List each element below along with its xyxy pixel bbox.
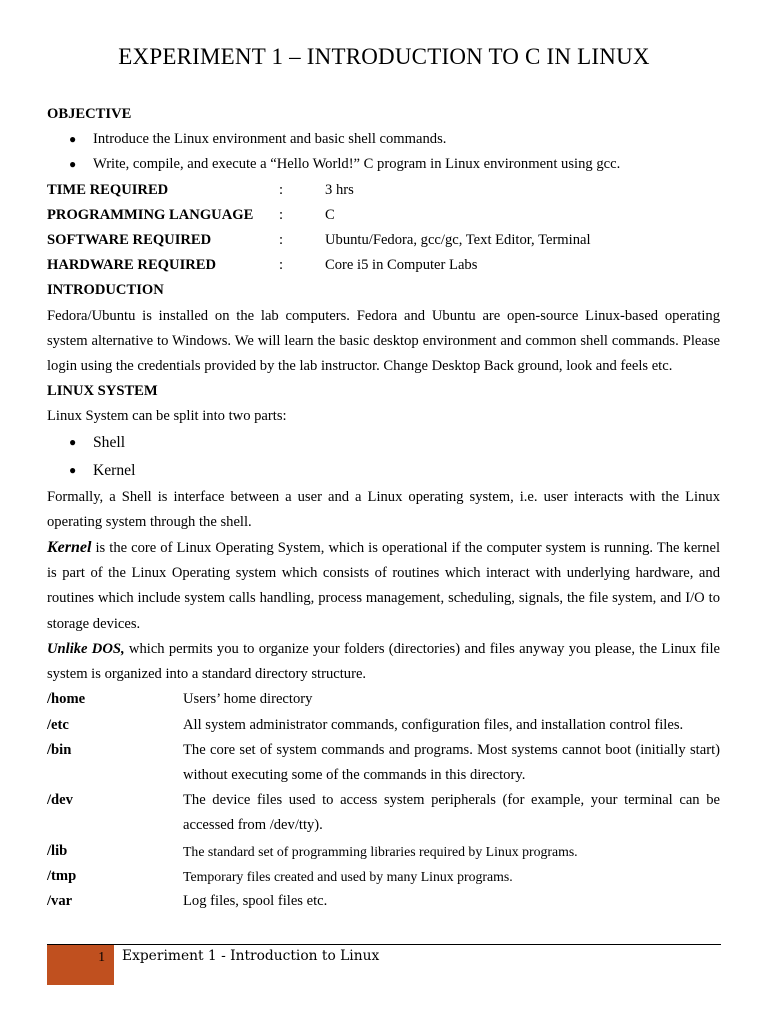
bullet-icon: ● (69, 463, 77, 478)
objective-bullet-text: Introduce the Linux environment and basic shell commands. (93, 131, 447, 148)
kernel-paragraph (47, 535, 720, 637)
directory-desc: Log files, spool files etc. (183, 892, 328, 909)
bullet-icon: ● (69, 157, 77, 172)
bullet-icon: ● (69, 132, 77, 147)
requirement-row (47, 253, 720, 278)
linux-system-intro: Linux System can be split into two parts: (47, 408, 287, 425)
requirement-row (47, 178, 720, 203)
shell-paragraph: Formally, a Shell is interface between a user and a Linux operating system, i.e. user interacts with the Linux operating system through the shell. (47, 488, 720, 530)
footer-title: Experiment 1 - Introduction to Linux (122, 948, 380, 964)
requirement-sep: : (279, 181, 284, 198)
requirement-row (47, 228, 720, 253)
requirement-sep: : (279, 257, 284, 274)
directory-row (47, 687, 720, 712)
directory-row (47, 839, 720, 864)
requirement-key: TIME REQUIRED (47, 181, 169, 198)
objective-bullet-text: Write, compile, and execute a “Hello World!” C program in Linux environment using gcc. (93, 156, 621, 173)
linux-system-heading: LINUX SYSTEM (47, 383, 158, 400)
linux-part-text: Shell (93, 434, 126, 452)
requirement-sep: : (279, 231, 284, 248)
requirement-value: Ubuntu/Fedora, gcc/gc, Text Editor, Terminal (325, 231, 591, 248)
directory-desc: The core set of system commands and programs. Most systems cannot boot (initially start) without executing some of the commands in this directory. (183, 741, 720, 783)
objective-bullet (47, 127, 720, 152)
kernel-lead: Kernel (47, 539, 92, 557)
directory-name: /home (47, 691, 86, 708)
directory-row (47, 713, 720, 738)
linux-part-bullet (47, 457, 720, 485)
page-title: EXPERIMENT 1 – INTRODUCTION TO C IN LINUX (118, 44, 650, 69)
directory-name: /lib (47, 842, 68, 859)
introduction-heading: INTRODUCTION (47, 282, 164, 299)
requirement-key: SOFTWARE REQUIRED (47, 231, 212, 248)
introduction-paragraph: Fedora/Ubuntu is installed on the lab computers. Fedora and Ubuntu are open-source Linux-based operating system alternative to Windows. We will learn the basic desktop environment and common shell commands. Please login using the credentials provided by the lab instructor. Change Desktop Back ground, look and feels etc. (47, 307, 720, 374)
directory-row (47, 788, 720, 838)
directory-name: /dev (47, 792, 73, 809)
bullet-icon: ● (69, 435, 77, 450)
requirement-value: C (325, 206, 335, 223)
directory-row (47, 889, 720, 914)
requirement-value: Core i5 in Computer Labs (325, 257, 478, 274)
objective-bullet (47, 152, 720, 177)
directory-row (47, 738, 720, 788)
requirement-sep: : (279, 206, 284, 223)
dos-lead: Unlike DOS, (47, 640, 125, 657)
objective-heading: OBJECTIVE (47, 106, 132, 122)
directory-desc: Temporary files created and used by many Linux programs. (183, 868, 513, 884)
document-body (47, 102, 720, 914)
directory-name: /etc (47, 716, 69, 733)
directory-desc: All system administrator commands, configuration files, and installation control files. (183, 716, 684, 733)
directory-name: /bin (47, 741, 72, 758)
dos-text: which permits you to organize your folders (directories) and files anyway you please, the Linux file system is organized into a standard directory structure. (47, 640, 720, 683)
kernel-text: is the core of Linux Operating System, which is operational if the computer system is running. The kernel is part of the Linux Operating system which consists of routines which interact with underlying hardware, and routines which include system calls handling, process management, scheduling, signals, the file system, and I/O to storage devices. (47, 540, 720, 632)
dos-paragraph (47, 637, 720, 687)
requirement-key: HARDWARE REQUIRED (47, 257, 217, 274)
directory-desc: Users’ home directory (183, 691, 313, 708)
requirement-row (47, 203, 720, 228)
linux-part-text: Kernel (93, 462, 136, 480)
directory-name: /var (47, 892, 73, 909)
requirement-value: 3 hrs (325, 181, 354, 198)
footer-page-number: 1 (47, 945, 114, 985)
directory-desc: The standard set of programming libraries required by Linux programs. (183, 843, 578, 859)
footer-divider (47, 944, 721, 945)
linux-part-bullet (47, 429, 720, 457)
directory-name: /tmp (47, 867, 77, 884)
directory-desc: The device files used to access system peripherals (for example, your terminal can be accessed from /dev/tty). (183, 792, 720, 834)
requirement-key: PROGRAMMING LANGUAGE (47, 206, 254, 223)
directory-row (47, 864, 720, 889)
